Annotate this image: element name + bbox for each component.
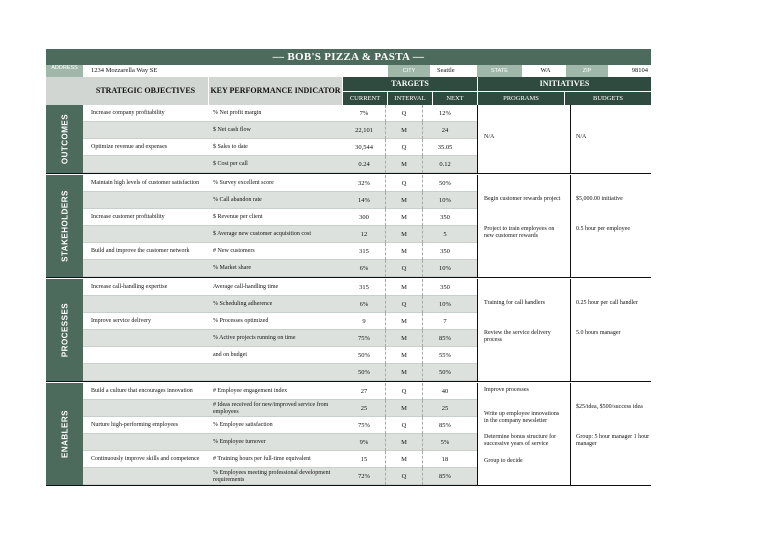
current-cell[interactable]: 315 <box>359 248 369 255</box>
kpi-cell[interactable]: % Active projects running on time <box>213 335 296 341</box>
interval-cell[interactable]: M <box>385 330 423 347</box>
current-cell[interactable]: 27 <box>360 388 368 395</box>
next-cell[interactable]: 55% <box>439 352 451 359</box>
objective-cell[interactable]: Continuously improve skills and competence <box>91 456 200 462</box>
interval-cell[interactable]: M <box>385 347 423 364</box>
column-divider <box>570 279 571 381</box>
state-label: STATE <box>477 65 522 77</box>
objective-cell[interactable] <box>91 434 201 451</box>
interval-header: INTERVAL <box>387 91 432 105</box>
interval-cell[interactable]: Q <box>385 417 423 434</box>
objective-cell[interactable]: Increase customer profitability <box>91 214 165 220</box>
table-row <box>83 296 477 313</box>
column-divider <box>570 383 571 485</box>
current-cell[interactable]: 6% <box>359 301 369 308</box>
interval-cell[interactable]: Q <box>385 139 423 156</box>
budget-item[interactable]: N/A <box>576 134 587 140</box>
initiatives-cell <box>477 279 651 381</box>
section-label-text: PROCESSES <box>60 302 69 358</box>
current-cell[interactable]: 25 <box>360 405 368 412</box>
table-row <box>83 364 477 381</box>
interval-cell[interactable]: M <box>385 156 423 173</box>
next-cell[interactable]: 350 <box>440 248 450 255</box>
current-cell[interactable]: 15 <box>360 456 368 463</box>
interval-cell[interactable]: M <box>385 364 423 381</box>
objective-cell[interactable]: Optimize revenue and expenses <box>91 144 168 150</box>
next-cell[interactable]: 0.12 <box>439 161 451 168</box>
table-row <box>83 243 477 260</box>
section-label <box>46 279 83 381</box>
interval-cell[interactable]: Q <box>385 175 423 192</box>
table-row <box>83 383 477 400</box>
interval-cell[interactable]: Q <box>385 296 423 313</box>
corner-cell <box>46 77 83 105</box>
kpi-cell[interactable] <box>213 364 338 381</box>
current-cell[interactable]: 32% <box>358 180 370 187</box>
table-row <box>83 417 477 434</box>
section-stakeholders <box>46 175 651 278</box>
interval-cell[interactable]: Q <box>385 383 423 400</box>
program-item[interactable]: N/A <box>484 134 495 140</box>
zip-value[interactable]: 98104 <box>610 65 651 77</box>
interval-cell[interactable]: M <box>385 243 423 260</box>
next-cell[interactable]: 85% <box>439 422 451 429</box>
program-item[interactable]: Group to decide <box>484 457 523 464</box>
current-cell[interactable]: 9 <box>362 318 366 325</box>
objective-cell[interactable] <box>91 364 201 381</box>
zip-label: ZIP <box>566 65 608 77</box>
kpi-cell[interactable]: $ Net cash flow <box>213 127 251 133</box>
next-cell[interactable]: 12% <box>439 110 451 117</box>
address-label: ADDRESS <box>46 65 83 77</box>
next-header: NEXT <box>432 91 477 105</box>
table-row <box>83 400 477 417</box>
strategic-objectives-header: STRATEGIC OBJECTIVES <box>83 77 208 105</box>
next-cell[interactable]: 40 <box>441 388 449 395</box>
kpi-cell[interactable]: % Survey excellent score <box>213 180 274 186</box>
interval-cell[interactable]: M <box>385 400 423 417</box>
programs-header: PROGRAMS <box>477 91 564 105</box>
next-cell[interactable]: 24 <box>441 127 449 134</box>
next-cell[interactable]: 5 <box>443 231 447 238</box>
current-cell[interactable]: 22,101 <box>355 127 373 134</box>
section-label <box>46 175 83 277</box>
section-label-text: ENABLERS <box>60 409 69 459</box>
kpi-cell[interactable]: Average call-handling time <box>213 284 279 290</box>
kpi-cell[interactable]: $ Revenue per client <box>213 214 263 220</box>
address-row <box>46 65 651 77</box>
sheet-title: –– BOB'S PIZZA & PASTA –– <box>46 49 651 65</box>
current-cell[interactable]: 9% <box>359 439 369 446</box>
next-cell[interactable]: 350 <box>440 284 450 291</box>
objective-cell[interactable] <box>91 400 201 417</box>
budget-item[interactable]: 0.5 hour per employee <box>576 226 630 232</box>
initiatives-cell <box>477 105 651 173</box>
kpi-cell[interactable]: % Employee turnover <box>213 439 266 445</box>
budget-item[interactable]: 0.25 hour per call handler <box>576 300 638 306</box>
table-row <box>83 175 477 192</box>
objective-cell[interactable]: Build and improve the customer network <box>91 248 190 254</box>
initiatives-cell <box>477 383 651 485</box>
interval-cell[interactable]: M <box>385 451 423 468</box>
current-cell[interactable]: 315 <box>359 284 369 291</box>
current-cell[interactable]: 6% <box>359 265 369 272</box>
initiatives-header: INITIATIVES <box>477 77 651 91</box>
section-label-text: OUTCOMES <box>60 113 69 165</box>
section-label-text: STAKEHOLDERS <box>60 190 69 262</box>
state-value[interactable]: WA <box>524 65 564 77</box>
column-headers <box>46 77 651 105</box>
table-row <box>83 105 477 122</box>
kpi-cell[interactable]: and on budget <box>213 352 247 358</box>
next-cell[interactable]: 50% <box>439 180 451 187</box>
budgets-header: BUDGETS <box>564 91 651 105</box>
objective-cell[interactable]: Nurture high-performing employees <box>91 422 178 428</box>
next-cell[interactable]: 10% <box>439 265 451 272</box>
current-cell[interactable]: 300 <box>359 214 369 221</box>
current-cell[interactable]: 50% <box>358 369 370 376</box>
objective-cell[interactable]: Build a culture that encourages innovation <box>91 388 193 394</box>
next-cell[interactable]: 10% <box>439 197 451 204</box>
next-cell[interactable]: 25 <box>441 405 449 412</box>
table-row <box>83 156 477 173</box>
targets-header: TARGETS <box>342 77 477 91</box>
program-item[interactable]: Begin customer rewards project <box>484 196 561 202</box>
budget-item[interactable]: Group: 5 hour manager 1 hour manager <box>576 434 650 447</box>
current-cell[interactable]: 75% <box>358 335 370 342</box>
table-row <box>83 347 477 364</box>
next-cell[interactable]: 350 <box>440 214 450 221</box>
interval-cell[interactable]: Q <box>385 260 423 277</box>
table-row <box>83 279 477 296</box>
next-cell[interactable]: 85% <box>439 335 451 342</box>
section-label <box>46 383 83 485</box>
interval-cell[interactable]: M <box>385 192 423 209</box>
interval-cell[interactable]: Q <box>385 105 423 122</box>
current-cell[interactable]: 50% <box>358 352 370 359</box>
budget-item[interactable]: 5.0 hours manager <box>576 330 621 336</box>
table-row <box>83 209 477 226</box>
objective-cell[interactable] <box>91 260 201 277</box>
next-cell[interactable]: 35.05 <box>437 144 453 151</box>
program-item[interactable]: Project to train employees on new customer rewards <box>484 226 555 239</box>
table-row <box>83 313 477 330</box>
program-item[interactable]: Training for call handlers <box>484 300 545 306</box>
kpi-cell[interactable]: # Ideas received for new/improved service from employees <box>213 401 329 415</box>
objective-cell[interactable]: Increase call-handling expertise <box>91 284 168 290</box>
kpi-cell[interactable]: % Processes optimized <box>213 318 269 324</box>
kpi-cell[interactable]: $ Average new customer acquisition cost <box>213 231 312 237</box>
current-header: CURRENT <box>342 91 387 105</box>
table-row <box>83 226 477 243</box>
city-value[interactable]: Seattle <box>434 65 519 77</box>
kpi-cell[interactable]: # Employee engagement index <box>213 388 288 394</box>
table-row <box>83 139 477 156</box>
interval-cell[interactable]: M <box>385 209 423 226</box>
kpi-cell[interactable]: # New customers <box>213 248 255 254</box>
objective-cell[interactable] <box>91 330 201 347</box>
program-item[interactable]: Write up employee innovations in the company newsletter <box>484 410 560 424</box>
table-row <box>83 434 477 451</box>
current-cell[interactable]: 14% <box>358 197 370 204</box>
program-item[interactable]: Determine bonus structure for successive years of service <box>484 434 557 447</box>
objective-cell[interactable]: Maintain high levels of customer satisfaction <box>91 180 200 186</box>
kpi-cell[interactable]: % Scheduling adherence <box>213 301 273 307</box>
table-row <box>83 330 477 347</box>
objective-cell[interactable] <box>91 156 201 173</box>
budget-item[interactable]: $5,000.00 initiative <box>576 196 623 202</box>
current-cell[interactable]: 7% <box>359 110 369 117</box>
objective-cell[interactable] <box>91 296 201 313</box>
current-cell[interactable]: 72% <box>358 473 370 480</box>
objective-cell[interactable] <box>91 347 201 364</box>
next-cell[interactable]: 7 <box>443 318 447 325</box>
objective-cell[interactable] <box>91 122 201 139</box>
section-label <box>46 105 83 173</box>
section-outcomes <box>46 105 651 174</box>
interval-cell[interactable]: M <box>385 122 423 139</box>
program-item[interactable]: Review the service delivery process <box>484 330 551 343</box>
kpi-cell[interactable]: % Employees meeting professional development requirements <box>213 469 331 483</box>
kpi-cell[interactable]: # Training hours per full-time equivalent <box>213 456 311 462</box>
interval-cell[interactable]: M <box>385 279 423 296</box>
kpi-cell[interactable]: % Employee satisfaction <box>213 422 273 428</box>
current-cell[interactable]: 12 <box>360 231 368 238</box>
next-cell[interactable]: 18 <box>441 456 449 463</box>
interval-cell[interactable]: M <box>385 226 423 243</box>
section-enablers <box>46 383 651 486</box>
next-cell[interactable]: 85% <box>439 473 451 480</box>
column-divider <box>570 105 571 173</box>
current-cell[interactable]: 75% <box>358 422 370 429</box>
city-label: CITY <box>388 65 430 77</box>
table-row <box>83 122 477 139</box>
kpi-cell[interactable]: $ Sales to date <box>213 144 248 150</box>
interval-cell[interactable]: M <box>385 313 423 330</box>
kpi-cell[interactable]: % Call abandon rate <box>213 197 262 203</box>
objective-cell[interactable] <box>91 468 201 485</box>
kpi-header: KEY PERFORMANCE INDICATOR <box>208 77 342 105</box>
program-item[interactable]: Improve processes <box>484 387 529 393</box>
budget-item[interactable]: $25/idea, $500/success idea <box>576 404 643 410</box>
interval-cell[interactable]: M <box>385 434 423 451</box>
table-row <box>83 260 477 277</box>
interval-cell[interactable]: Q <box>385 468 423 485</box>
current-cell[interactable]: 0.24 <box>358 161 370 168</box>
objective-cell[interactable] <box>91 226 201 243</box>
table-row <box>83 468 477 485</box>
next-cell[interactable]: 10% <box>439 301 451 308</box>
initiatives-cell <box>477 175 651 277</box>
objective-cell[interactable] <box>91 192 201 209</box>
next-cell[interactable]: 50% <box>439 369 451 376</box>
kpi-cell[interactable]: % Market share <box>213 265 251 271</box>
column-divider <box>570 175 571 277</box>
address-value[interactable]: 1234 Mozzarella Way SE <box>88 65 388 77</box>
kpi-cell[interactable]: $ Cost per call <box>213 161 248 167</box>
objective-cell[interactable]: Increase company profitability <box>91 110 165 116</box>
table-row <box>83 451 477 468</box>
table-row <box>83 192 477 209</box>
scorecard-sheet <box>46 49 651 483</box>
objective-cell[interactable]: Improve service delivery <box>91 318 151 324</box>
next-cell[interactable]: 5% <box>440 439 450 446</box>
kpi-cell[interactable]: % Net profit margin <box>213 110 262 116</box>
section-processes <box>46 279 651 382</box>
current-cell[interactable]: 30,544 <box>355 144 373 151</box>
